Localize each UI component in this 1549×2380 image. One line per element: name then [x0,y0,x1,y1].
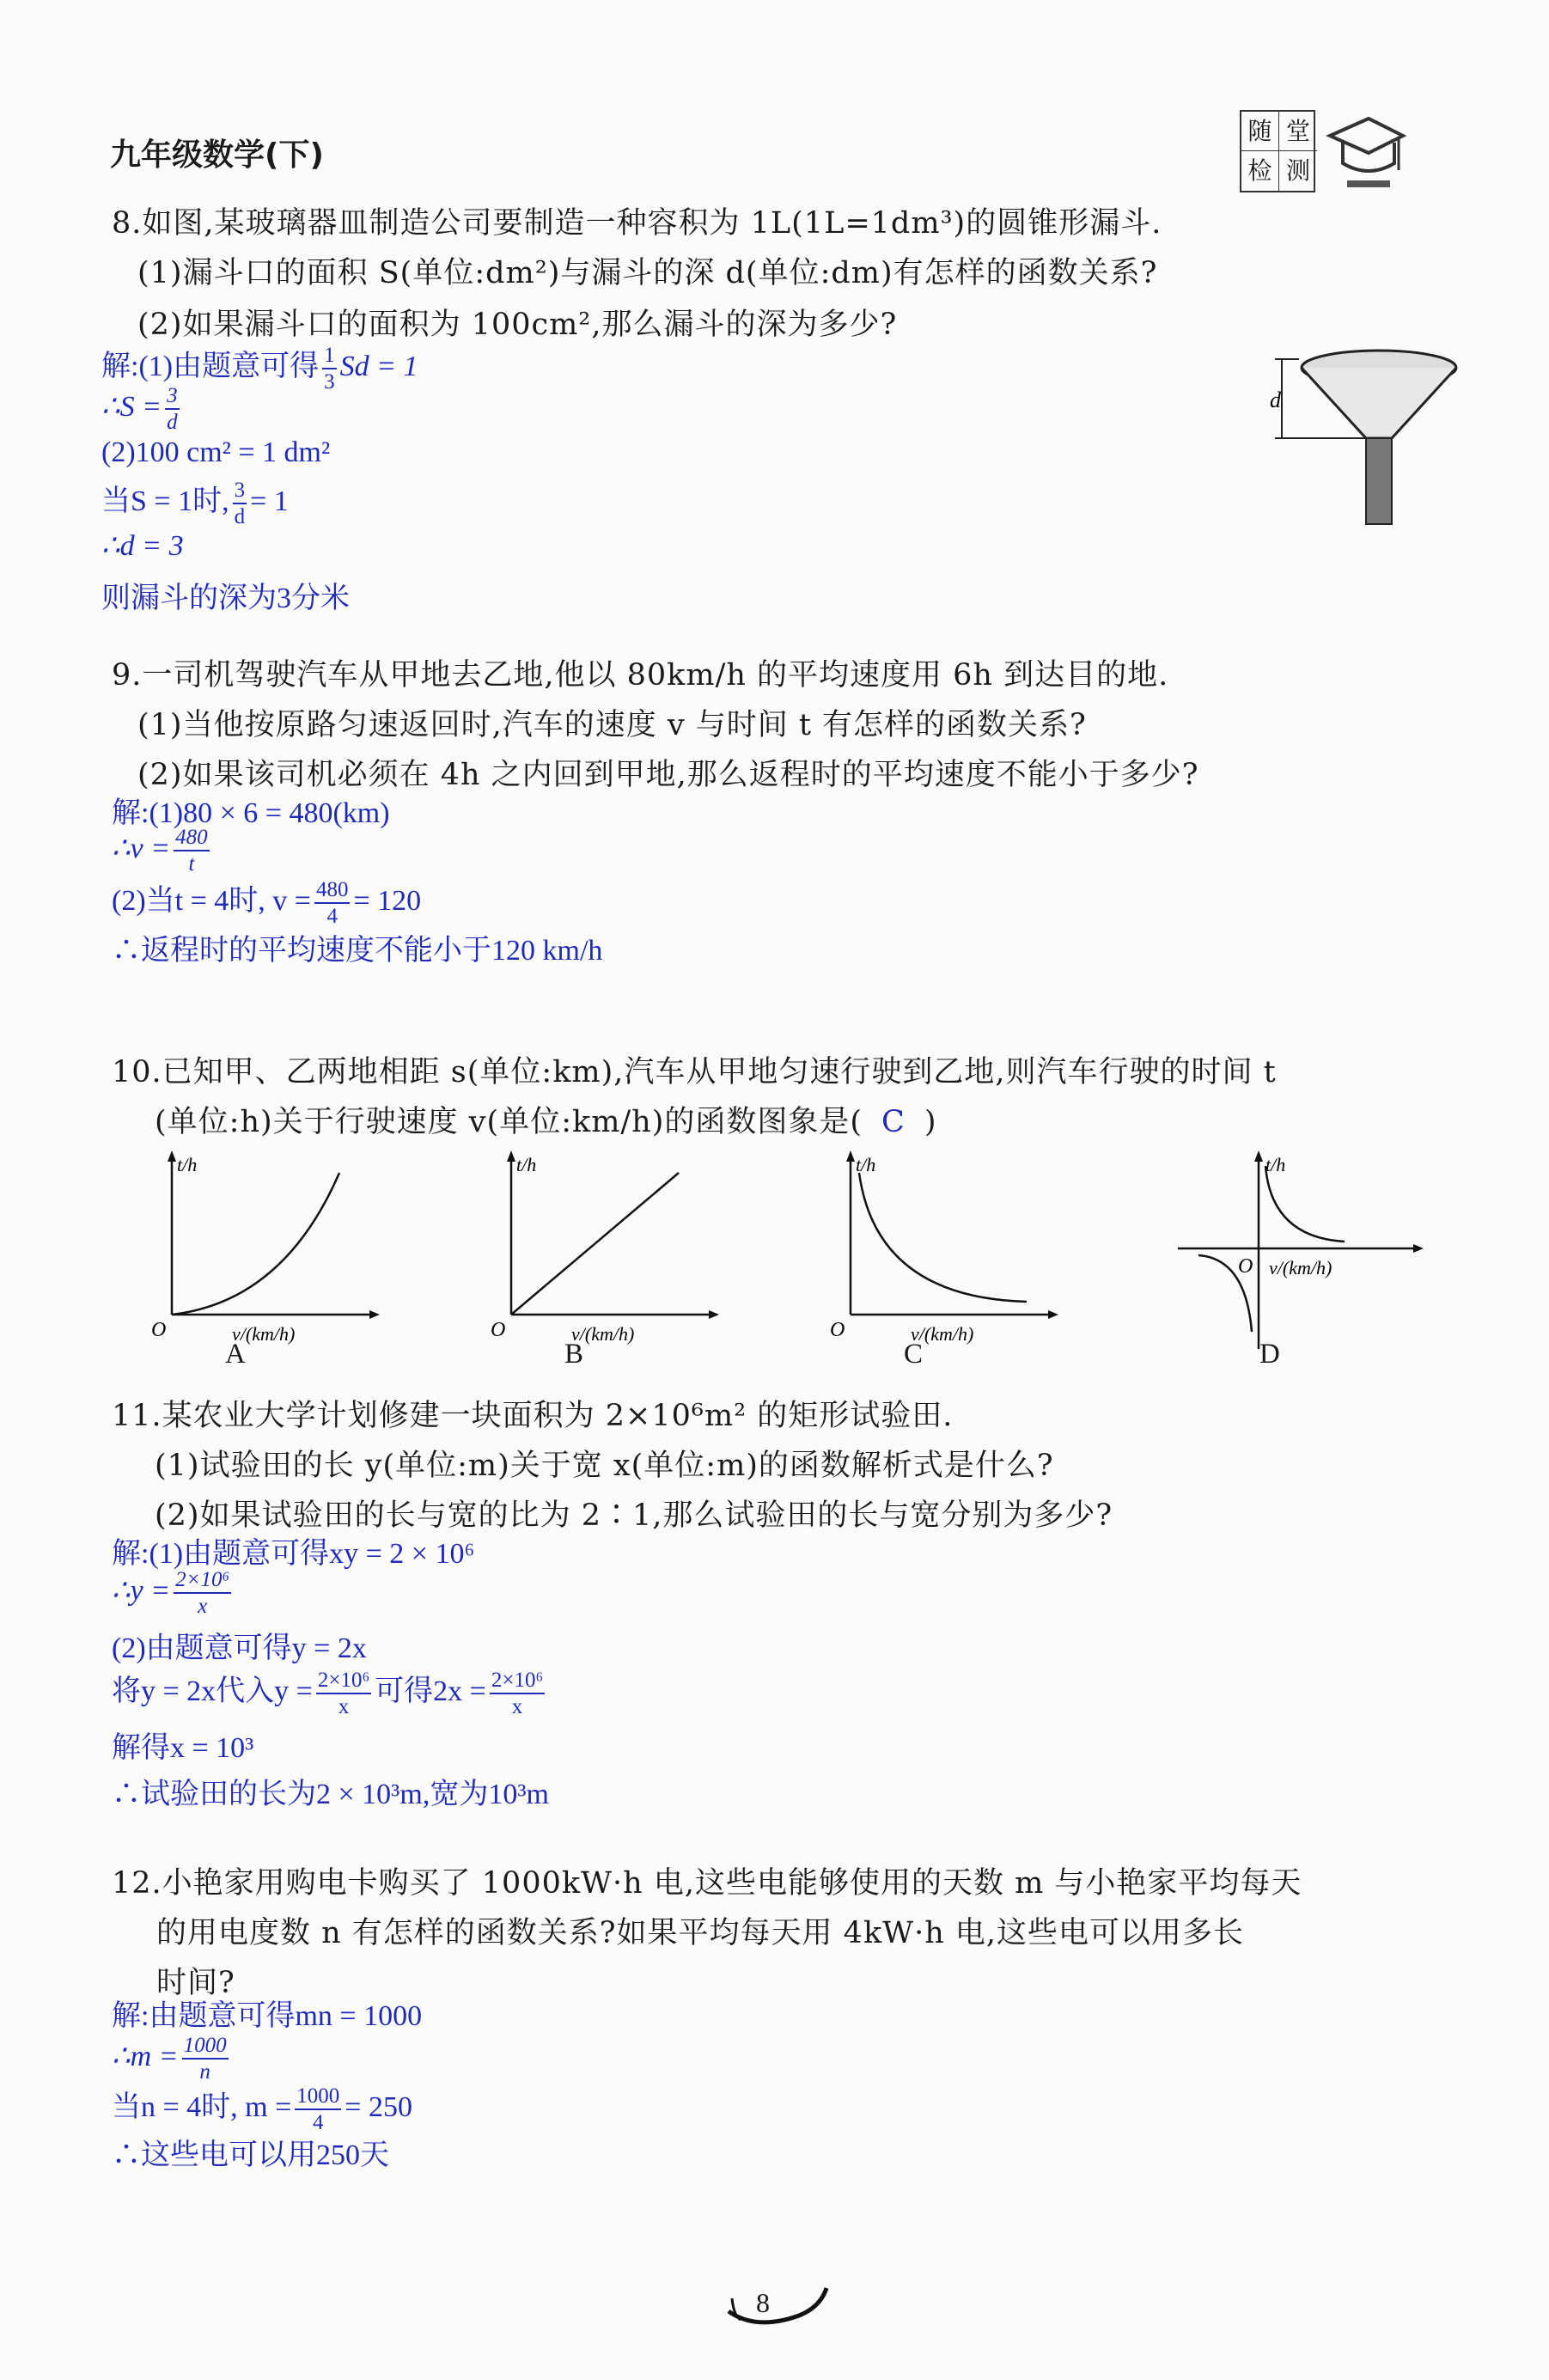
q11-answer-line3: (2)由题意可得y = 2x [112,1632,367,1664]
q8-answer-line3: (2)100 cm² = 1 dm² [101,436,331,468]
graph-a-origin: O [151,1319,167,1341]
q11-sub2: (2)如果试验田的长与宽的比为 2∶1,那么试验田的长与宽分别为多少? [155,1498,1113,1533]
q9-sub1: (1)当他按原路匀速返回时,汽车的速度 v 与时间 t 有怎样的函数关系? [137,708,1087,742]
graph-a [146,1147,387,1353]
graph-c-y-label: t/h [856,1154,876,1175]
q9-answer-line1: 解:(1)80 × 6 = 480(km) [112,797,390,829]
page-number-ornament [722,2281,833,2333]
graduation-cap-icon [1321,110,1407,192]
graph-b-origin: O [491,1319,506,1341]
funnel-depth-label: d [1270,388,1281,412]
graph-c-origin: O [830,1319,845,1341]
q10-line2: (单位:h)关于行驶速度 v(单位:km/h)的函数图象是( C ) [155,1105,937,1139]
graph-a-x-label: v/(km/h) [232,1323,296,1345]
graph-b-label: B [564,1339,584,1370]
graph-d-y-label: t/h [1265,1154,1286,1175]
q11-answer-line2: ∴y = $\frac{\text{2×10⁶}}{x}$ [112,1568,230,1618]
logo-char: 堂 [1279,112,1317,151]
q10-answer: C [881,1105,906,1139]
graph-d [1173,1147,1430,1353]
graph-a-y-label: t/h [177,1154,198,1175]
page-number: 8 [756,2287,770,2318]
q8-text: 8.如图,某玻璃器皿制造公司要制造一种容积为 1L(1L=1dm³)的圆锥形漏斗. [112,206,1162,241]
q8-answer-line6: 则漏斗的深为3分米 [101,583,350,614]
graph-b-y-label: t/h [516,1154,537,1175]
q11-text: 11.某农业大学计划修建一块面积为 2×10⁶m² 的矩形试验田. [112,1399,954,1433]
q12-answer-line2: ∴m = $\frac{1000}{n}$ [112,2034,227,2084]
q8-answer-line2: ∴S = $\frac{3}{d}$ [101,384,178,434]
q9-text: 9.一司机驾驶汽车从甲地去乙地,他以 80km/h 的平均速度用 6h 到达目的地. [112,658,1169,693]
q12-answer-line4: ∴这些电可以用250天 [112,2139,389,2171]
graph-c-x-label: v/(km/h) [911,1323,974,1345]
logo-char: 随 [1241,112,1279,151]
q11-answer-line5: 解得x = 10³ [112,1732,254,1764]
q11-answer-line1: 解:(1)由题意可得xy = 2 × 10⁶ [112,1538,475,1570]
q8-answer-line1: 解:(1)由题意可得 $\frac{1}{3}$ Sd = 1 [101,344,418,394]
graph-b-x-label: v/(km/h) [571,1323,635,1345]
graph-a-label: A [225,1339,246,1370]
graph-d-origin: O [1238,1255,1253,1278]
logo-char: 测 [1285,156,1310,185]
q11-sub1: (1)试验田的长 y(单位:m)关于宽 x(单位:m)的函数解析式是什么? [155,1449,1054,1483]
q11-answer-line4: 将y = 2x代入y = $\frac{\text{2×10⁶}}{x}$ 可得2x = $\frac{\text{2×10⁶}}{x}$ [112,1669,544,1719]
graph-c [825,1147,1065,1353]
q12-line1: 12.小艳家用购电卡购买了 1000kW·h 电,这些电能够使用的天数 m 与小艳家平均每天 [112,1866,1302,1901]
q10-line1: 10.已知甲、乙两地相距 s(单位:km),汽车从甲地匀速行驶到乙地,则汽车行驶的时间 t [112,1055,1277,1089]
header-logo [1240,110,1315,192]
q8-answer-line4: 当S = 1时, $\frac{3}{d}$ = 1 [101,479,289,529]
q9-answer-line2: ∴v = $\frac{480}{t}$ [112,826,208,876]
graph-d-x-label: v/(km/h) [1269,1257,1333,1278]
funnel-figure [1263,344,1461,533]
q8-sub1: (1)漏斗口的面积 S(单位:dm²)与漏斗的深 d(单位:dm)有怎样的函数关系? [137,256,1158,290]
q9-sub2: (2)如果该司机必须在 4h 之内回到甲地,那么返程时的平均速度不能小于多少? [137,758,1199,792]
logo-char: 检 [1241,151,1279,191]
q9-answer-line3: (2)当t = 4时, v = $\frac{480}{4}$ = 120 [112,878,422,929]
q8-sub2: (2)如果漏斗口的面积为 100cm²,那么漏斗的深为多少? [137,308,898,342]
q12-answer-line3: 当n = 4时, m = $\frac{1000}{4}$ = 250 [112,2084,412,2135]
q11-answer-line6: ∴试验田的长为2 × 10³m,宽为10³m [112,1779,549,1810]
q12-answer-line1: 解:由题意可得mn = 1000 [112,2000,423,2032]
q12-line3: 时间? [156,1966,235,2000]
q8-answer-line5: ∴d = 3 [101,530,184,562]
graph-d-label: D [1259,1339,1280,1370]
graph-b [485,1147,726,1353]
graph-c-label: C [904,1339,924,1370]
q9-answer-line4: ∴返程时的平均速度不能小于120 km/h [112,935,603,967]
q12-line2: 的用电度数 n 有怎样的函数关系?如果平均每天用 4kW·h 电,这些电可以用多长 [156,1916,1245,1950]
page-header-title: 九年级数学(下) [110,137,324,173]
